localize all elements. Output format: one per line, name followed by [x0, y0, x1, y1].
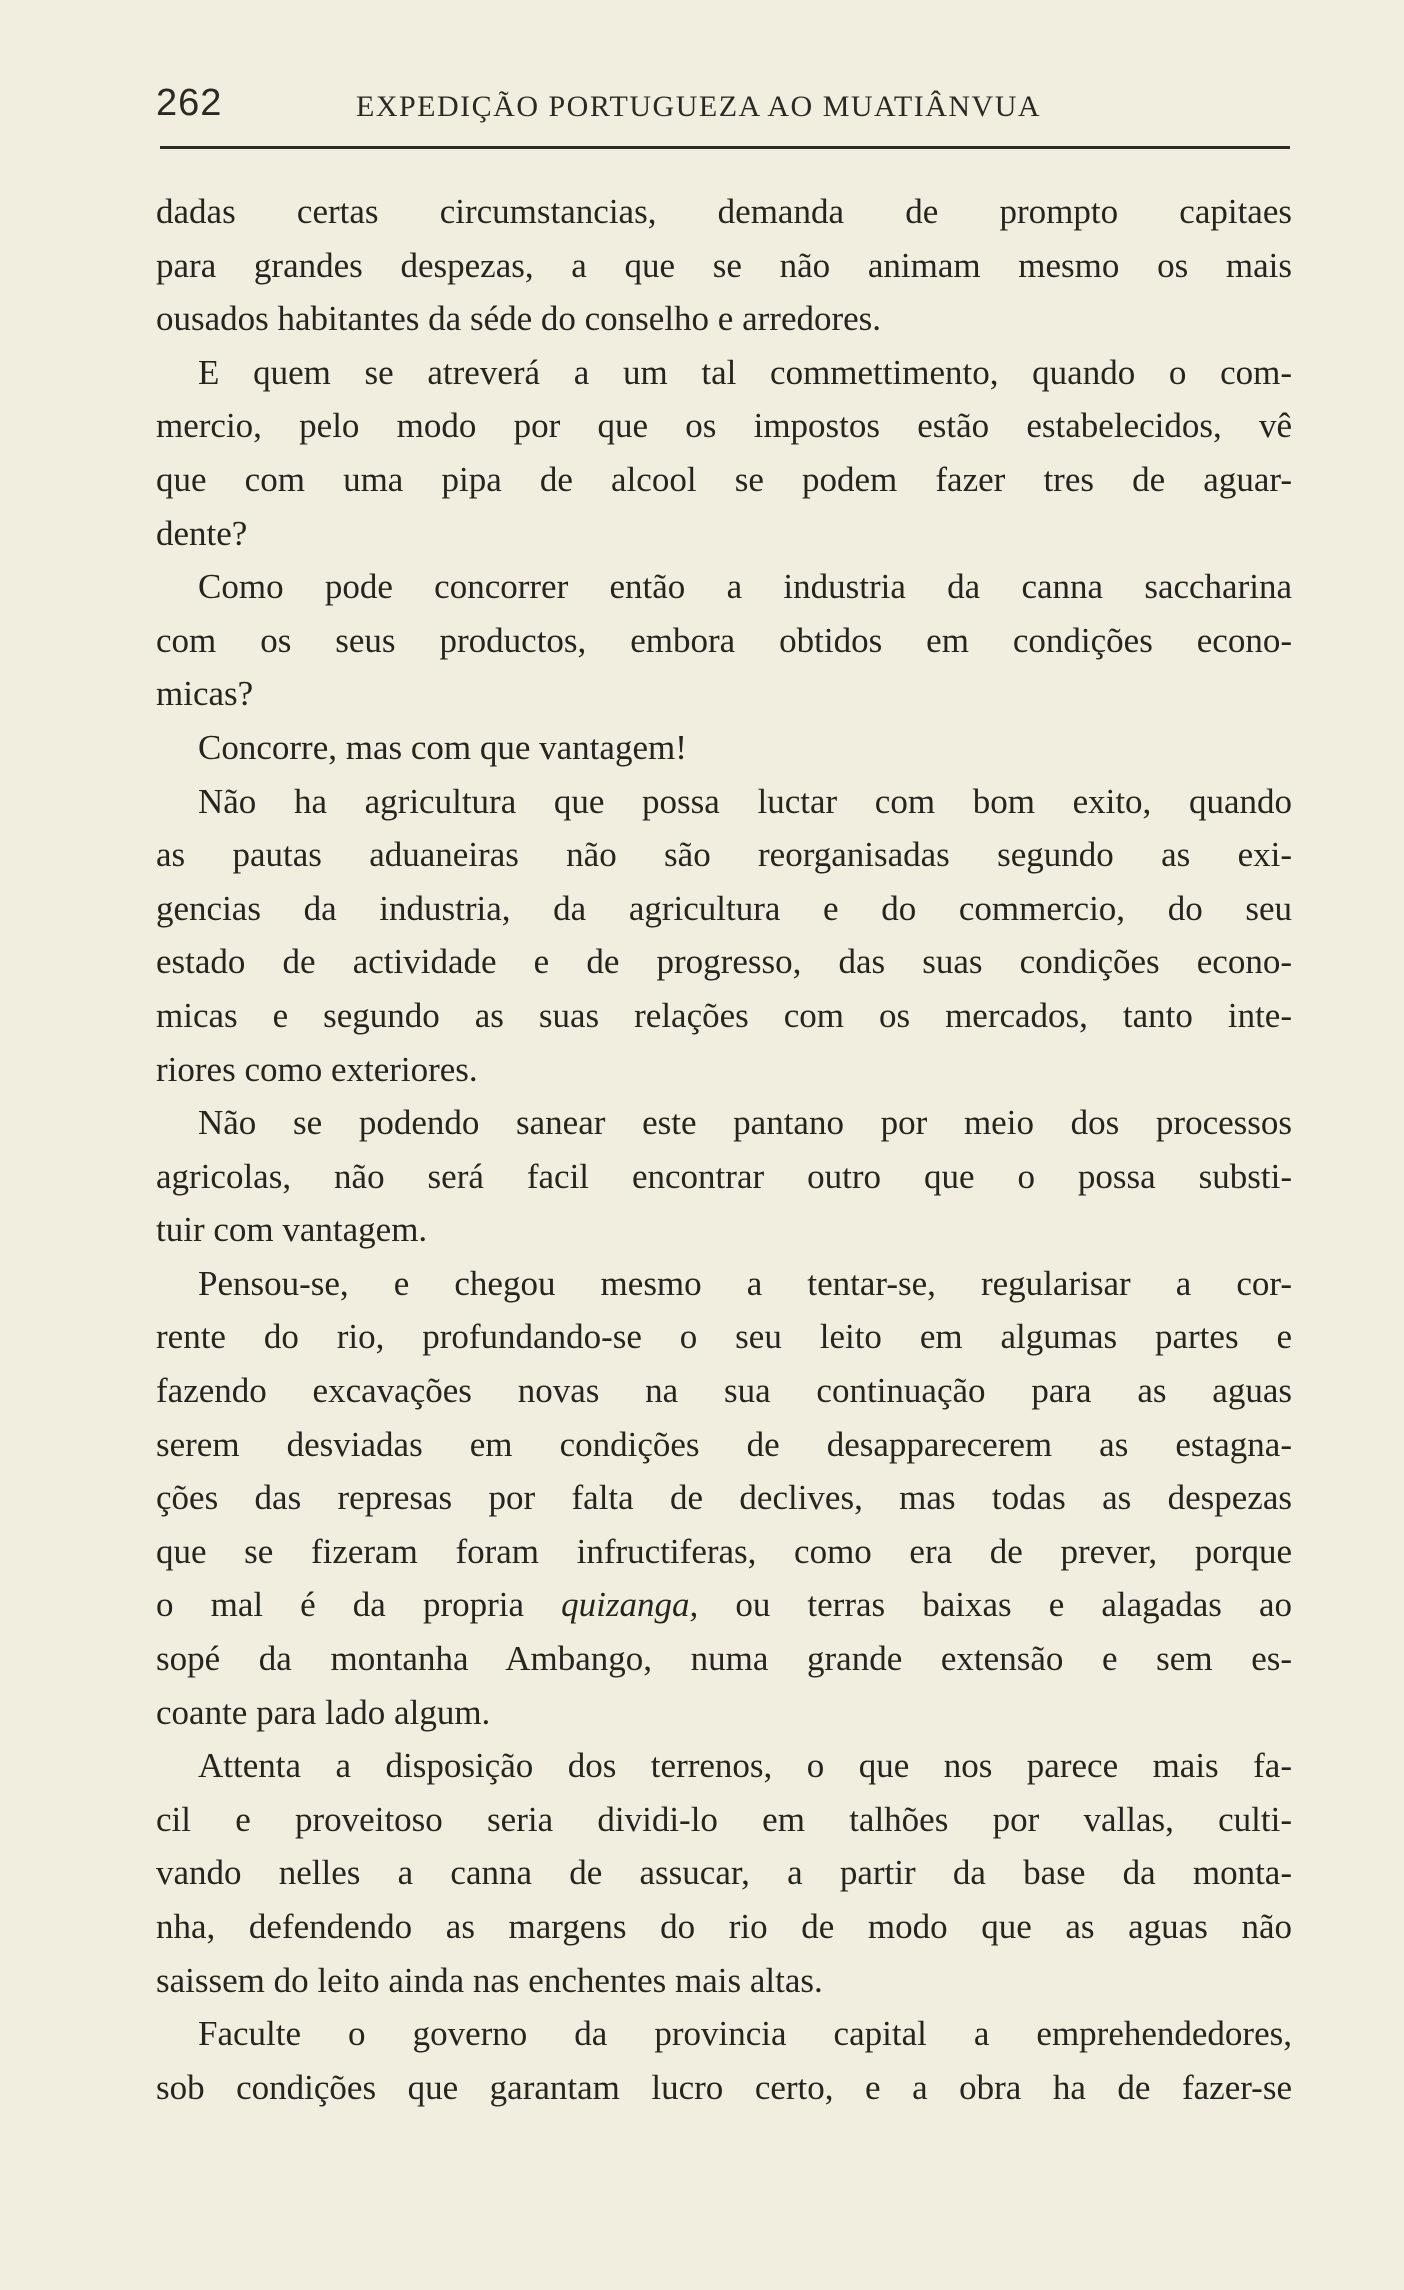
text-line: rente do rio, profundando-se o seu leito em algumas partes e [156, 1317, 1292, 1357]
text-line: serem desviadas em condições de desapparecerem as estagna- [156, 1424, 1292, 1464]
text-line: que se fizeram foram infructiferas, como era de prever, porque [156, 1531, 1292, 1571]
body-text [156, 185, 1292, 2114]
text-line: ções das represas por falta de declives, mas todas as despezas [156, 1478, 1292, 1518]
text-line: saissem do leito ainda nas enchentes mais altas. [156, 1960, 823, 2000]
text-line-with-italic [156, 1578, 1292, 1632]
text-line: Faculte o governo da provincia capital a emprehendedores, [198, 2014, 1292, 2054]
header-rule [160, 146, 1290, 149]
text-line: tuir com vantagem. [156, 1210, 428, 1250]
text-line: Pensou-se, e chegou mesmo a tentar-se, regularisar a cor- [198, 1263, 1292, 1303]
text-line: mercio, pelo modo por que os impostos estão estabelecidos, vê [156, 406, 1292, 446]
running-title: EXPEDIÇÃO PORTUGUEZA AO MUATIÂNVUA [356, 90, 1042, 123]
text-line: dadas certas circumstancias, demanda de prompto capitaes [156, 192, 1292, 231]
text-line: riores como exteriores. [156, 1049, 478, 1089]
line-text-after: ou terras baixas e alagadas ao [698, 1585, 1292, 1625]
text-line: as pautas aduaneiras não são reorganisadas segundo as exi- [156, 835, 1292, 875]
text-line: nha, defendendo as margens do rio de modo que as aguas não [156, 1907, 1292, 1946]
text-line: sob condições que garantam lucro certo, e a obra ha de fazer-se [156, 2067, 1292, 2107]
italic-term-quizanga: quizanga, [561, 1585, 699, 1625]
line-text-before: o mal é da propria [156, 1585, 562, 1625]
text-line: Como pode concorrer então a industria da canna saccharina [198, 567, 1292, 607]
text-line: coante para lado algum. [156, 1692, 491, 1732]
text-line: sopé da montanha Ambango, numa grande extensão e sem es- [156, 1639, 1292, 1679]
text-line: dente? [156, 513, 248, 553]
text-line: agricolas, não será facil encontrar outro que o possa substi- [156, 1156, 1292, 1196]
text-line: gencias da industria, da agricultura e do commercio, do seu [156, 888, 1292, 928]
text-line: fazendo excavações novas na sua continuação para as aguas [156, 1371, 1292, 1411]
text-line: micas e segundo as suas relações com os mercados, tanto inte- [156, 995, 1292, 1035]
running-head [156, 76, 1292, 136]
text-line: para grandes despezas, a que se não animam mesmo os mais [156, 245, 1292, 285]
text-line: Concorre, mas com que vantagem! [198, 727, 687, 767]
text-line: Attenta a disposição dos terrenos, o que nos parece mais fa- [198, 1746, 1292, 1786]
page-number: 262 [156, 82, 223, 124]
text-line: cil e proveitoso seria dividi-lo em talhões por vallas, culti- [156, 1799, 1292, 1839]
text-line: micas? [156, 674, 254, 714]
text-line: ousados habitantes da séde do conselho e arredores. [156, 299, 882, 339]
text-line: com os seus productos, embora obtidos em condições econo- [156, 620, 1292, 660]
text-line: E quem se atreverá a um tal commettimento, quando o com- [198, 352, 1292, 392]
text-line: estado de actividade e de progresso, das suas condições econo- [156, 942, 1292, 982]
text-line: que com uma pipa de alcool se podem fazer tres de aguar- [156, 459, 1292, 499]
text-line: vando nelles a canna de assucar, a partir da base da monta- [156, 1853, 1292, 1893]
text-line: Não se podendo sanear este pantano por meio dos processos [198, 1103, 1292, 1143]
text-line: Não ha agricultura que possa luctar com bom exito, quando [198, 781, 1292, 821]
